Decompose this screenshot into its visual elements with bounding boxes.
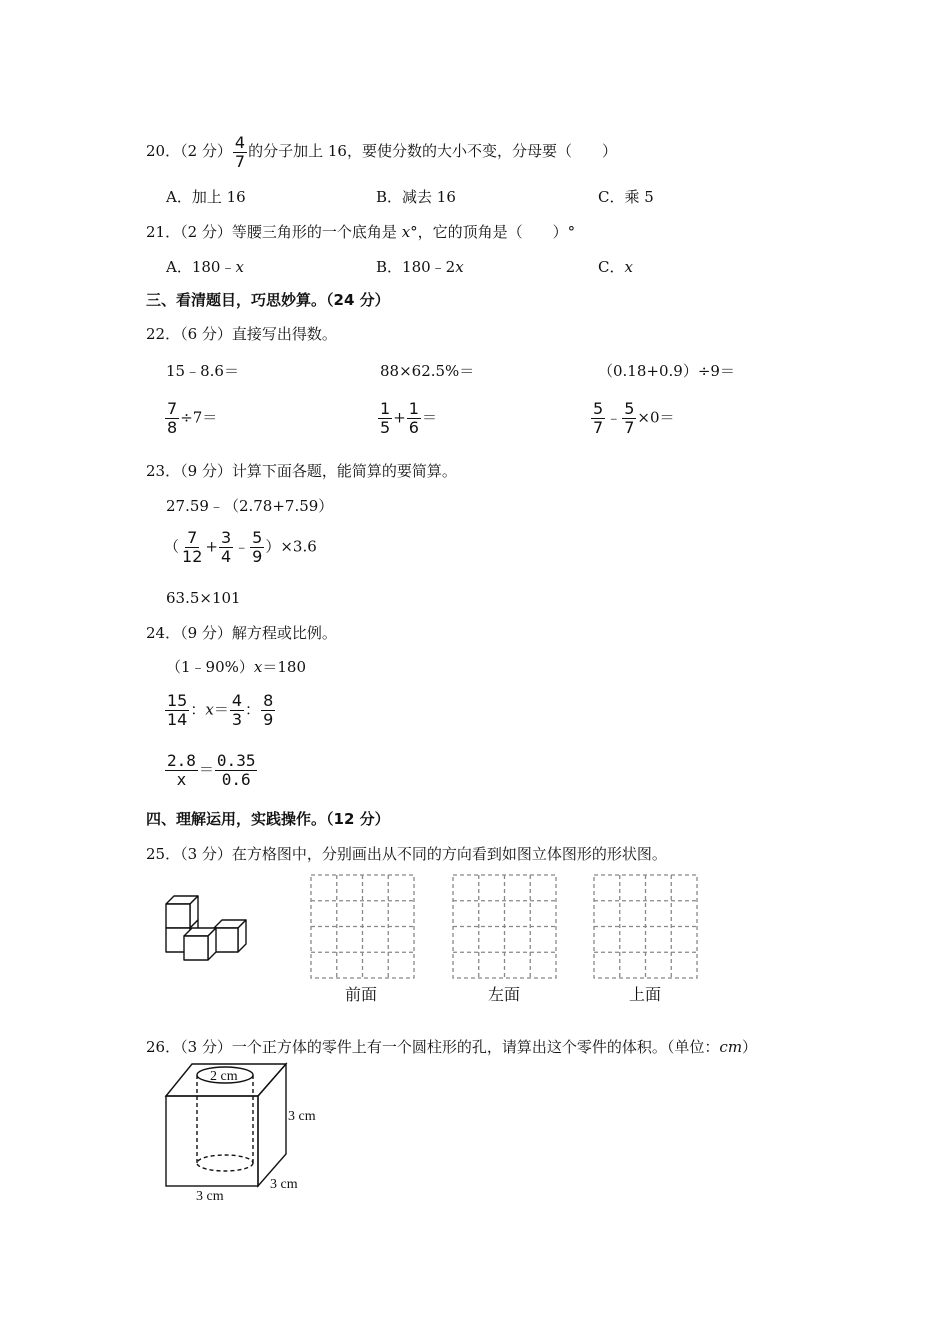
grid-left <box>452 874 558 980</box>
equals: ＝ <box>198 760 214 779</box>
question-number: 25． <box>146 845 181 863</box>
numerator: 5 <box>593 399 604 418</box>
q20-option-b: B．减去 16 <box>376 188 456 206</box>
question-text: 的分子加上 16，要使分数的大小不变，分母要（ ） <box>248 142 617 160</box>
denominator: 0.6 <box>221 770 251 789</box>
question-number: 26． <box>146 1038 181 1056</box>
operator: + <box>205 537 218 556</box>
question-score: （9 分） <box>180 624 232 642</box>
q21-option-b <box>376 256 464 277</box>
equals: ＝ <box>213 700 229 719</box>
q22-expr-3: （0.18+0.9）÷9＝ <box>598 362 735 380</box>
numerator: 7 <box>167 399 178 418</box>
expr-tail: ＝180 <box>262 658 306 676</box>
q20-option-a: A．加上 16 <box>166 188 246 206</box>
denominator: 14 <box>167 710 188 729</box>
q23-expr-1: 27.59﹣（2.78+7.59） <box>166 497 334 515</box>
section-4-title: 四、理解运用，实践操作。（12 分） <box>146 810 390 828</box>
cube-stack-figure <box>160 890 260 968</box>
question-22 <box>146 323 337 344</box>
option-text: A．180﹣ <box>166 258 236 276</box>
variable: x <box>235 258 244 276</box>
question-score: （3 分） <box>180 1038 232 1056</box>
numerator: 1 <box>408 399 419 418</box>
question-26 <box>146 1036 757 1057</box>
question-text: 计算下面各题，能简算的要简算。 <box>231 462 457 480</box>
grid-front <box>310 874 416 980</box>
numerator: 2.8 <box>167 751 196 770</box>
q24-expr-1 <box>166 656 306 677</box>
numerator: 15 <box>167 691 188 710</box>
expr-tail: ×0＝ <box>637 408 675 427</box>
question-text: 解方程或比例。 <box>231 624 337 642</box>
question-score: （2 分） <box>180 223 232 241</box>
question-number: 23． <box>146 462 181 480</box>
option-text: C． <box>598 258 625 276</box>
fraction <box>233 134 247 171</box>
q23-expr-3: 63.5×101 <box>166 589 241 607</box>
question-text-before: 等腰三角形的一个底角是 <box>231 223 402 241</box>
question-number: 24． <box>146 624 181 642</box>
question-20 <box>146 133 617 171</box>
section-3-title: 三、看清题目，巧思妙算。（24 分） <box>146 291 390 309</box>
option-text: B．180﹣2 <box>376 258 456 276</box>
variable: x <box>205 700 214 719</box>
numerator: 8 <box>263 691 274 710</box>
ratio-separator: ： <box>190 700 206 719</box>
expr-prefix: （1﹣90%） <box>166 658 254 676</box>
height-label: 3 cm <box>288 1109 316 1124</box>
fraction <box>261 692 275 729</box>
question-21 <box>146 221 575 242</box>
denominator: 9 <box>252 547 263 566</box>
fraction <box>165 752 198 789</box>
fraction <box>165 400 179 437</box>
fraction <box>378 400 392 437</box>
question-25 <box>146 843 667 864</box>
operator: + <box>393 408 406 427</box>
fraction <box>165 692 189 729</box>
q24-expr-2 <box>164 692 276 729</box>
q21-option-c <box>598 256 633 277</box>
variable: x <box>401 223 411 241</box>
expr-tail: ÷7＝ <box>180 408 218 427</box>
numerator: 1 <box>380 399 391 418</box>
fraction <box>215 752 258 789</box>
grid-label-front: 前面 <box>345 985 378 1004</box>
question-score: （2 分） <box>180 142 232 160</box>
question-text-after: °，它的顶角是（ ）° <box>410 223 576 241</box>
fraction <box>250 529 264 566</box>
question-score: （3 分） <box>180 845 232 863</box>
fraction <box>219 529 233 566</box>
question-number: 22． <box>146 325 181 343</box>
fraction <box>180 529 204 566</box>
numerator: 5 <box>252 528 263 547</box>
numerator: 7 <box>187 528 198 547</box>
numerator: 4 <box>234 132 246 152</box>
q22-expr-2: 88×62.5%＝ <box>380 362 475 380</box>
denominator: 5 <box>380 418 391 437</box>
question-text: 在方格图中，分别画出从不同的方向看到如图立体图形的形状图。 <box>231 845 667 863</box>
question-23 <box>146 460 457 481</box>
variable: x <box>253 658 263 676</box>
denominator: 12 <box>182 547 203 566</box>
grid-label-left: 左面 <box>488 985 521 1004</box>
denominator: 9 <box>263 710 274 729</box>
numerator: 0.35 <box>216 751 256 770</box>
question-text: 一个正方体的零件上有一个圆柱形的孔，请算出这个零件的体积。（单位： <box>231 1038 720 1056</box>
q22-expr-6 <box>590 400 675 437</box>
denominator: 7 <box>234 151 246 171</box>
cube-cylinder-figure <box>160 1060 340 1210</box>
fraction <box>407 400 421 437</box>
denominator: 8 <box>167 418 178 437</box>
denominator: x <box>176 770 187 789</box>
denominator: 7 <box>593 418 604 437</box>
grid-label-top: 上面 <box>629 985 662 1004</box>
q22-expr-1: 15﹣8.6＝ <box>166 362 239 380</box>
operator: ﹣ <box>234 537 250 556</box>
grid-top <box>593 874 699 980</box>
question-score: （6 分） <box>180 325 232 343</box>
q22-expr-5 <box>377 400 437 437</box>
denominator: 6 <box>408 418 419 437</box>
unit: cm <box>719 1038 743 1056</box>
ratio-separator: ： <box>245 700 261 719</box>
q23-expr-2 <box>164 529 317 566</box>
question-score: （9 分） <box>180 462 232 480</box>
question-text: 直接写出得数。 <box>231 325 337 343</box>
q22-expr-4 <box>164 400 217 437</box>
width-label: 3 cm <box>196 1189 224 1204</box>
question-24 <box>146 622 337 643</box>
paren-open: （ <box>164 537 180 556</box>
diameter-label: 2 cm <box>210 1069 238 1084</box>
denominator: 3 <box>231 710 243 729</box>
q21-option-a <box>166 256 244 277</box>
question-number: 21． <box>146 223 181 241</box>
variable: x <box>455 258 464 276</box>
variable: x <box>624 258 633 276</box>
question-text-end: ） <box>742 1038 758 1056</box>
fraction <box>230 692 244 729</box>
q24-expr-3 <box>164 752 258 789</box>
denominator: 7 <box>624 418 635 437</box>
expr-tail: ）×3.6 <box>265 537 317 556</box>
depth-label: 3 cm <box>270 1177 298 1192</box>
operator: ﹣ <box>606 408 622 427</box>
q20-option-c: C．乘 5 <box>598 188 654 206</box>
fraction <box>591 400 605 437</box>
numerator: 3 <box>220 528 232 547</box>
numerator: 5 <box>624 399 635 418</box>
question-number: 20． <box>146 142 181 160</box>
fraction <box>622 400 636 437</box>
numerator: 4 <box>231 691 243 710</box>
expr-tail: ＝ <box>421 408 437 427</box>
denominator: 4 <box>220 547 232 566</box>
